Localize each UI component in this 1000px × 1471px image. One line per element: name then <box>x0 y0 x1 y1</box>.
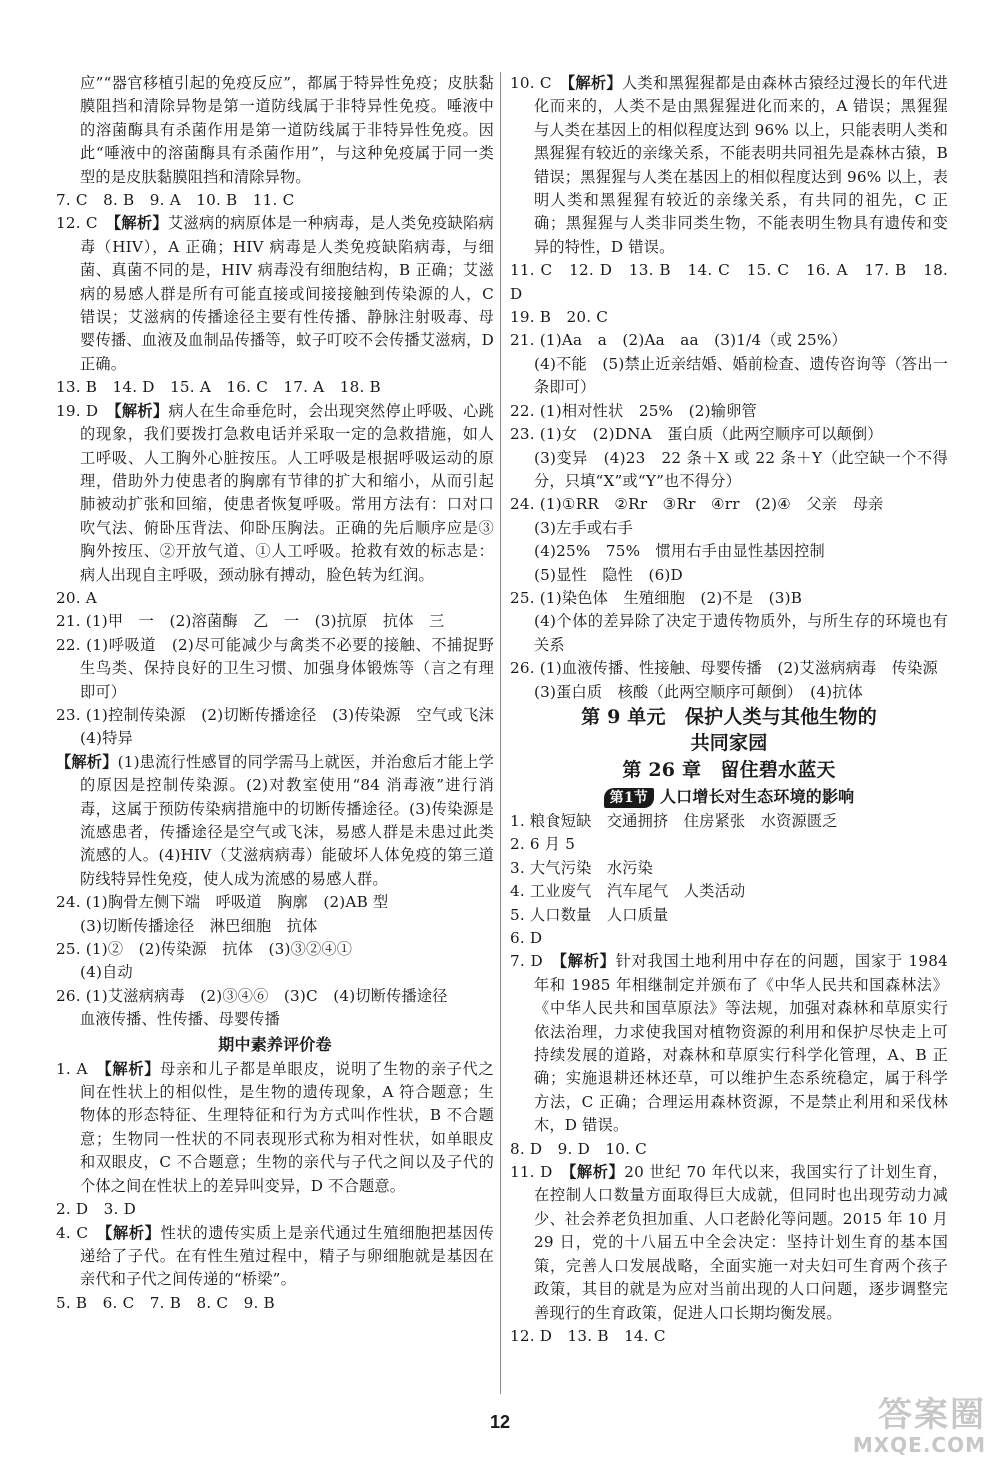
answer-text: 23. (1)控制传染源 (2)切断传播途径 (3)传染源 空气或飞沫 (4)特异 <box>56 705 510 748</box>
answer-text: (4)25% 75% 惯用右手由显性基因控制 <box>534 542 825 561</box>
answer-item <box>56 938 494 985</box>
answer-text: (5)显性 隐性 (6)D <box>534 565 683 584</box>
answer-text: (4)自动 <box>80 963 133 982</box>
answer-item <box>56 587 494 610</box>
answer-item <box>510 400 948 423</box>
answer-number: 1. A <box>56 1059 105 1078</box>
answer-item <box>510 857 948 880</box>
answer-number: 11. D <box>510 1163 569 1182</box>
watermark-logo <box>816 1387 986 1457</box>
page-number: 12 <box>489 1412 511 1432</box>
section-title: 人口增长对生态环境的影响 <box>659 786 855 806</box>
answer-text: (3)切断传播途径 淋巴细胞 抗体 <box>80 916 318 935</box>
answer-text: 母亲和儿子都是单眼皮，说明了生物的亲子代之间在性状上的相似性，是生物的遗传现象，A 符合题意；生物体的形态特征、生理特征和行为方式叫作性状，B 不合题意；生物同一性状的不同表现形式称为相对性状，如单眼皮和双眼皮，C 不合题意；生物的亲代与子代之间以及子代的个体之间在性状上的差异叫变异，D 不合题意。 <box>80 1059 494 1195</box>
answer-text: (3)左手或右手 <box>534 518 634 537</box>
answer-item <box>510 423 948 493</box>
answer-text: 2. D 3. D <box>56 1200 136 1219</box>
answer-text: 21. (1)甲 一 (2)溶菌酶 乙 一 (3)抗原 抗体 三 <box>56 612 445 631</box>
answer-text: 26. (1)艾滋病病毒 (2)③④⑥ (3)C (4)切断传播途径 <box>56 986 448 1005</box>
answer-item <box>510 950 948 1137</box>
analysis-tag: 【解析】 <box>56 752 118 771</box>
section-heading <box>510 784 948 810</box>
answer-text: 22. (1)相对性状 25% (2)输卵管 <box>510 401 757 420</box>
answer-item <box>56 1222 494 1292</box>
answer-text: 7. C 8. B 9. A 10. B 11. C <box>56 191 295 210</box>
answer-text: 19. B 20. C <box>510 308 609 327</box>
answer-text: 人类和黑猩猩都是由森林古猿经过漫长的年代进化而来的，人类不是由黑猩猩进化而来的，A 错误；黑猩猩与人类在基因上的相似程度达到 96% 以上，只能表明人类和黑猩猩有较近的亲缘关系，不能表明共同祖先是森林古猿，B 错误；黑猩猩与人类在基因上的相似程度达到 96% 以上，表明人类和黑猩猩有较近的亲缘关系，有共同的祖先，C 正确；黑猩猩与人类非同类生物，不能表明生物具有遗传和变异的特性，D 错误。 <box>534 74 948 256</box>
answer-item <box>56 400 494 587</box>
answer-item <box>510 493 948 587</box>
answer-item <box>56 212 494 376</box>
answer-number: 12. C <box>56 214 114 233</box>
answer-text: (3)变异 (4)23 22 条＋X 或 22 条＋Y（此空缺一个不得分，只填“X”或“Y”也不得分） <box>534 448 948 490</box>
answer-text: 1. 粮食短缺 交通拥挤 住房紧张 水资源匮乏 <box>510 811 838 830</box>
answer-item <box>510 259 948 306</box>
answer-item <box>510 329 948 399</box>
answer-item <box>510 72 948 259</box>
answer-text: 25. (1)② (2)传染源 抗体 (3)③②④① <box>56 940 353 959</box>
answer-number: 19. D <box>56 401 114 420</box>
section-badge: 第1节 <box>604 788 654 808</box>
answer-item <box>510 810 948 833</box>
analysis-tag: 【解析】 <box>568 1163 625 1182</box>
answer-text: 23. (1)女 (2)DNA 蛋白质（此两空顺序可以颠倒） <box>510 425 883 444</box>
watermark-top-text: 答案圈 <box>878 1395 986 1435</box>
analysis-tag: 【解析】 <box>559 952 616 971</box>
analysis-tag: 【解析】 <box>104 1059 161 1078</box>
answer-text: 血液传播、性传播、母婴传播 <box>80 1010 281 1029</box>
answer-item <box>510 833 948 856</box>
unit-heading-line2: 共同家园 <box>690 731 768 754</box>
answer-item <box>510 306 948 329</box>
answer-item <box>56 634 494 704</box>
answer-text: 病人在生命垂危时，会出现突然停止呼吸、心跳的现象，我们要拨打急救电话并采取一定的急救措施，如人工呼吸、人工胸外心脏按压。人工呼吸是根据呼吸运动的原理，借助外力使患者的胸廓有节律的扩大和缩小，从而引起肺被动扩张和回缩，使患者恢复呼吸。常用方法有：口对口吹气法、俯卧压背法、仰卧压胸法。正确的先后顺序应是③胸外按压、②开放气道、①人工呼吸。抢救有效的标志是：病人出现自主呼吸，颈动脉有搏动，脸色转为红润。 <box>80 401 495 584</box>
answer-number: 10. C <box>510 74 568 92</box>
answer-item <box>510 587 948 657</box>
answer-text: 5. 人口数量 人口质量 <box>510 905 669 924</box>
right-column <box>510 72 948 1348</box>
answer-text: 性状的遗传实质上是亲代通过生殖细胞把基因传递给了子代。在有性生殖过程中，精子与卵细胞就是基因在亲代和子代之间传递的“桥梁”。 <box>80 1223 494 1289</box>
analysis-tag: 【解析】 <box>113 214 168 233</box>
answer-text: 12. D 13. B 14. C <box>510 1326 666 1345</box>
answer-item <box>510 1325 948 1348</box>
answer-item <box>510 880 948 903</box>
answer-number: 4. C <box>56 1223 105 1242</box>
exam-heading: 期中素养评价卷 <box>218 1034 332 1054</box>
answer-item <box>56 704 510 751</box>
answer-item <box>56 1292 494 1315</box>
answer-number: 7. D <box>510 952 560 971</box>
answer-text: 8. D 9. D 10. C <box>510 1139 647 1158</box>
answer-text: 21. (1)Aa a (2)Aa aa (3)1/4（或 25%） <box>510 331 847 350</box>
answer-item <box>510 1138 948 1161</box>
answer-text: 24. (1)胸骨左侧下端 呼吸道 胸廓 (2)AB 型 <box>56 893 389 912</box>
answer-text: 11. C 12. D 13. B 14. C 15. C 16. A 17. B 18. D <box>510 261 948 303</box>
answer-text: (4)不能 (5)禁止近亲结婚、婚前检查、遗传咨询等（答出一条即可） <box>534 354 948 397</box>
answer-item <box>56 189 494 212</box>
answer-item <box>56 751 494 891</box>
answer-item <box>510 1161 948 1325</box>
answer-text: 22. (1)呼吸道 (2)尽可能减少与禽类不必要的接触、不捕捉野生鸟类、保持良好的卫生习惯、加强身体锻炼等（言之有理即可） <box>56 635 494 701</box>
answer-text: 5. B 6. C 7. B 8. C 9. B <box>56 1293 275 1312</box>
left-column <box>56 72 510 1315</box>
unit-heading: 第 9 单元 保护人类与其他生物的 <box>581 705 877 728</box>
answer-text: (3)蛋白质 核酸（此两空顺序可颠倒） (4)抗体 <box>534 682 863 701</box>
answer-item <box>56 1058 494 1198</box>
answer-text: 针对我国土地利用中存在的问题，国家于 1984 年和 1985 年相继制定并颁布了《中华人民共和国森林法》《中华人民共和国草原法》等法规，加强对森林和草原实行依法治理，力求使我国对植物资源的利用和保护尽快走上可持续发展的道路，对森林和草原实行科学化管理，A、B 正确；实施退耕还林还草，可以维护生态系统稳定，属于科学方法，C 正确；合理运用森林资源，不是禁止利用和采伐林木，D 错误。 <box>534 952 948 1135</box>
answer-item <box>510 657 948 704</box>
answer-text: 6. D <box>510 929 543 947</box>
analysis-tag: 【解析】 <box>567 74 622 92</box>
answer-text: 艾滋病的病原体是一种病毒，是人类免疫缺陷病毒（HIV），A 正确；HIV 病毒是人类免疫缺陷病毒，与细菌、真菌不同的是，HIV 病毒没有细胞结构，B 正确；艾滋病的易感人群是所有可能直接或间接接触到传染源的人，C 错误；艾滋病的传播途径主要有性传播、静脉注射吸毒、母婴传播、血液及血制品传播等，蚊子叮咬不会传播艾滋病，D 正确。 <box>80 214 494 373</box>
answer-text: 25. (1)染色体 生殖细胞 (2)不是 (3)B <box>510 588 803 607</box>
answer-text: 24. (1)①RR ②Rr ③Rr ④rr (2)④ 父亲 母亲 <box>510 495 884 514</box>
answer-text: (4)个体的差异除了决定于遗传物质外，与所生存的环境也有关系 <box>534 612 948 654</box>
answer-item <box>510 927 948 950</box>
chapter-heading: 第 26 章 留住碧水蓝天 <box>622 758 836 781</box>
analysis-tag: 【解析】 <box>113 401 169 420</box>
answer-item <box>510 904 948 927</box>
column-divider <box>500 72 501 1394</box>
answer-text: (1)患流行性感冒的同学需马上就医，并治愈后才能上学的原因是控制传染源。(2)对教室使用“84 消毒液”进行消毒，这属于预防传染病措施中的切断传播途径。(3)传染源是流感患者，传播途径是空气或飞沫，易感人群是未患过此类流感的人。(4)HIV（艾滋病病毒）能破坏人体免疫的第三道防线特异性免疫，使人成为流感的易感人群。 <box>80 752 494 888</box>
answer-text: 应”“器官移植引起的免疫反应”，都属于特异性免疫；皮肤黏膜阻挡和清除异物是第一道防线属于非特异性免疫。唾液中的溶菌酶具有杀菌作用是第一道防线属于非特异性免疫。因此“唾液中的溶菌酶具有杀菌作用”，与这种免疫属于同一类型的是皮肤黏膜阻挡和清除异物。 <box>80 74 494 186</box>
answer-text: 26. (1)血液传播、性接触、母婴传播 (2)艾滋病病毒 传染源 <box>510 659 938 678</box>
answer-item <box>56 610 494 633</box>
answer-text: 20. A <box>56 588 97 607</box>
answer-item <box>56 985 494 1032</box>
watermark-bottom-text: MXQE.COM <box>852 1433 986 1457</box>
answer-item <box>56 72 494 189</box>
analysis-tag: 【解析】 <box>104 1223 161 1242</box>
answer-text: 13. B 14. D 15. A 16. C 17. A 18. B <box>56 378 381 397</box>
answer-text: 20 世纪 70 年代以来，我国实行了计划生育，在控制人口数量方面取得巨大成就，但同时也出现劳动力减少、社会养老负担加重、人口老龄化等问题。2015 年 10 月 29 日，党的十八届五中全会决定：坚持计划生育的基本国策，完善人口发展战略，全面实施一对夫妇可生育两个孩子政策，其目的就是为应对当前出现的人口问题，逐步调整完善现行的生育政策，促进人口长期均衡发展。 <box>534 1163 949 1322</box>
answer-item <box>56 1198 494 1221</box>
answer-item <box>56 891 494 938</box>
answer-text: 2. 6 月 5 <box>510 835 576 854</box>
answer-item <box>56 376 494 399</box>
answer-text: 3. 大气污染 水污染 <box>510 858 654 877</box>
answer-text: 4. 工业废气 汽车尾气 人类活动 <box>510 882 746 901</box>
